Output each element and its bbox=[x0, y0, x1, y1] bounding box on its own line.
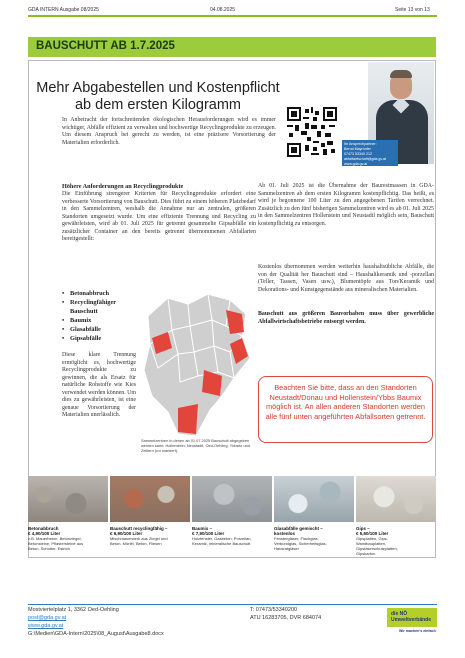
map-region-marked bbox=[178, 404, 198, 434]
right-paragraph-3: Bauschutt aus größeren Bauvorhaben muss über gewerbliche Abfallwirtschaftsbetriebe entsorgt werden. bbox=[258, 311, 434, 325]
photo-caption bbox=[110, 526, 170, 546]
photo-bauschutt bbox=[110, 476, 190, 522]
page-header bbox=[0, 0, 465, 40]
waste-type-list bbox=[62, 289, 137, 343]
caption-price: € 7,90/100 Liter bbox=[192, 531, 225, 536]
footer-contact bbox=[28, 606, 164, 638]
photo-caption bbox=[356, 526, 416, 556]
caption-title: Glasabfälle gemischt – bbox=[274, 526, 323, 531]
left-heading: Höhere Anforderungen an Recyclingprodukte bbox=[62, 183, 184, 190]
caption-desc: Fenstergläser, Flachglas, Verbundglas, Sicherheitsglas, Hausratgläser bbox=[274, 536, 327, 551]
photo-caption bbox=[274, 526, 334, 551]
caption-desc: z.B. Mauerbeton, Betonziegel, Betonsteine, Pflastersteine aus Beton, Schotter, Estrich bbox=[28, 536, 84, 551]
caption-desc: Holzfenster, Gasbeton, Porzellan, Keramik, mineralische Bauschutt bbox=[192, 536, 252, 546]
caption-desc: Mischmauerwerk aus Ziegel und Beton, Mörtel, Beton, Fliesen bbox=[110, 536, 168, 546]
caption-title: Bauschutt recyclingfähig – bbox=[110, 526, 168, 531]
caption-title: Betonabbruch bbox=[28, 526, 59, 531]
umweltverbaende-logo bbox=[387, 608, 437, 636]
notice-box: Beachten Sie bitte, dass an den Standorten Neustadt/Donau und Hollenstein/Ybbs Baumix möglich ist. An allen anderen Standorten werden alle fünf unten angeführten Abfallsorten getrennt. bbox=[258, 376, 433, 443]
logo-line-1: die NÖ bbox=[391, 611, 408, 617]
collection-center-map bbox=[138, 286, 256, 442]
caption-desc: Gipsplatten, Gips-Wandbauplatten, Gipsfaserschutzplatten, Gipskarton bbox=[356, 536, 398, 556]
photo-betonabbruch bbox=[28, 476, 108, 522]
right-paragraph-2: Kostenlos übernommen werden weiterhin haushaltsübliche Abfälle, die von der Qualität her Bauschutt sind – Haushaltkeramik und -porzellan (Teller, Tassen, Vasen usw.), Blumentöpfe aus Ton/Keramik und Dekorations- und Kunstgegenstände aus mineralischen Materialien. bbox=[258, 264, 434, 293]
right-paragraph: Ab 01. Juli 2025 ist die Übernahme der Baurestmassen in GDA-Sammelzentren ab dem ersten Kilogramm kostenpflichtig. Das heißt, es wird je begonnene 100 Liter zu den angegebenen Tarifen verrechnet. Zusätzlich zu den fünf bisherigen Sammelzentren wird es ab 01. Juli 2025 in den Sammelzentren Hollenstein und Neustadtl möglich sein, Bauschutt kostenpflichtig zu entsorgen. bbox=[258, 183, 434, 227]
photo-baumix bbox=[192, 476, 272, 522]
caption-price: € 4,90/100 Liter bbox=[28, 531, 61, 536]
list-item: • Glasabfälle bbox=[62, 325, 137, 334]
qr-code-icon[interactable] bbox=[287, 107, 337, 157]
footer-ids bbox=[250, 606, 321, 622]
photo-gips bbox=[356, 476, 436, 522]
footer-phone: T: 07473/53340200 bbox=[250, 607, 298, 613]
contact-email[interactable]: abfallwirtschaft@gda.gv.at bbox=[344, 157, 386, 162]
footer-address: Mostviertelplatz 1, 3362 Oed-Oehling bbox=[28, 607, 119, 613]
header-date: 04.08.2025 bbox=[210, 7, 236, 13]
caption-title: Gips – bbox=[356, 526, 370, 531]
caption-price: € 5,60/100 Liter bbox=[356, 531, 389, 536]
contact-web[interactable]: www.gda.gv.at bbox=[344, 162, 368, 167]
logo-tagline: Wir machen's einfach bbox=[399, 629, 436, 633]
footer-file-path: G:\Medien\GDA-Intern\2025\08_August\Ausgabe8.docx bbox=[28, 631, 164, 637]
photo-caption bbox=[28, 526, 88, 551]
contact-phone[interactable]: 07473 53340 212 bbox=[344, 151, 372, 156]
list-item: • Betonabbruch bbox=[62, 289, 137, 298]
footer-divider bbox=[28, 604, 437, 605]
caption-price: € 6,90/100 Liter bbox=[110, 531, 143, 536]
footer-email-link[interactable]: post@gda.gv.at bbox=[28, 615, 67, 621]
footer-web-link[interactable]: www.gda.gv.at bbox=[28, 623, 64, 629]
left-paragraph: Die Einführung strengerer Kriterien für Recyclingprodukte erfordert eine verbesserte Vorsortierung von Bauschutt. Dies führt zu einem höheren Platzbedarf in den Sammelzentren, weshalb die Annahme nur an zentralen, größeren Standorten umgesetzt wurde. Um eine effiziente Trennung und Recycling zu gewährleisten, wird ab 01. Juli 2025 für getrennt gesammelte Gipsabfälle ein zusätzlicher Container an den bereits getrennt übernommenen Abfallarten bereitgestellt: bbox=[62, 191, 256, 242]
left-paragraph-2: Diese klare Trennung ermöglicht es, hochwertige Recyclingprodukte zu gewinnen, die als Ersatz für natürliche Rohstoffe wie Kies verwendet werden können. Um dies zu gewährleisten, ist eine genaue Vorsortierung der Materialien unerlässlich. bbox=[62, 352, 136, 418]
logo-line-2: Umweltverbände bbox=[391, 617, 432, 623]
article-title: Mehr Abgabestellen und Kostenpflicht ab dem ersten Kilogramm bbox=[36, 80, 280, 113]
footer-uid: ATU 16283705, DVR 684074 bbox=[250, 615, 322, 621]
list-item: • Recyclingfähiger Bauschutt bbox=[62, 298, 137, 316]
caption-price: kostenlos bbox=[274, 531, 296, 536]
photo-caption bbox=[192, 526, 252, 546]
map-caption: Sammelzentren in denen ab 01.07.2025 Bauschutt abgegeben werden kann: Hollenstein, Neustadtl, Oed-Oehling, Ybbsitz und Zeillern (rot markiert). bbox=[141, 438, 250, 453]
header-page: Seite 13 von 13 bbox=[395, 7, 430, 13]
list-item: • Gipsabfälle bbox=[62, 334, 137, 343]
contact-box bbox=[342, 140, 398, 166]
caption-title: Baumix – bbox=[192, 526, 213, 531]
list-item: • Baumix bbox=[62, 316, 137, 325]
header-divider bbox=[28, 15, 437, 17]
section-banner bbox=[28, 37, 436, 57]
banner-title: BAUSCHUTT AB 1.7.2025 bbox=[36, 40, 175, 52]
waste-photo-strip bbox=[28, 476, 436, 522]
contact-line: Ihr Ansprechpartner: bbox=[344, 141, 377, 146]
contact-name: Bernd Mayrhofer bbox=[344, 146, 371, 151]
header-issue: GDA INTERN Ausgabe 08/2025 bbox=[28, 7, 99, 13]
photo-glasabfaelle bbox=[274, 476, 354, 522]
intro-paragraph: In Anbetracht der fortschreitenden ökologischen Herausforderungen wird es immer wichtiger, Abfälle effizient zu verwalten und hochwertige Recyclingprodukte zu erzeugen. Um diesem Anspruch bei gerecht zu werden, ist eine präzisere Vorsortierung der Materialien erforderlich. bbox=[62, 117, 276, 146]
